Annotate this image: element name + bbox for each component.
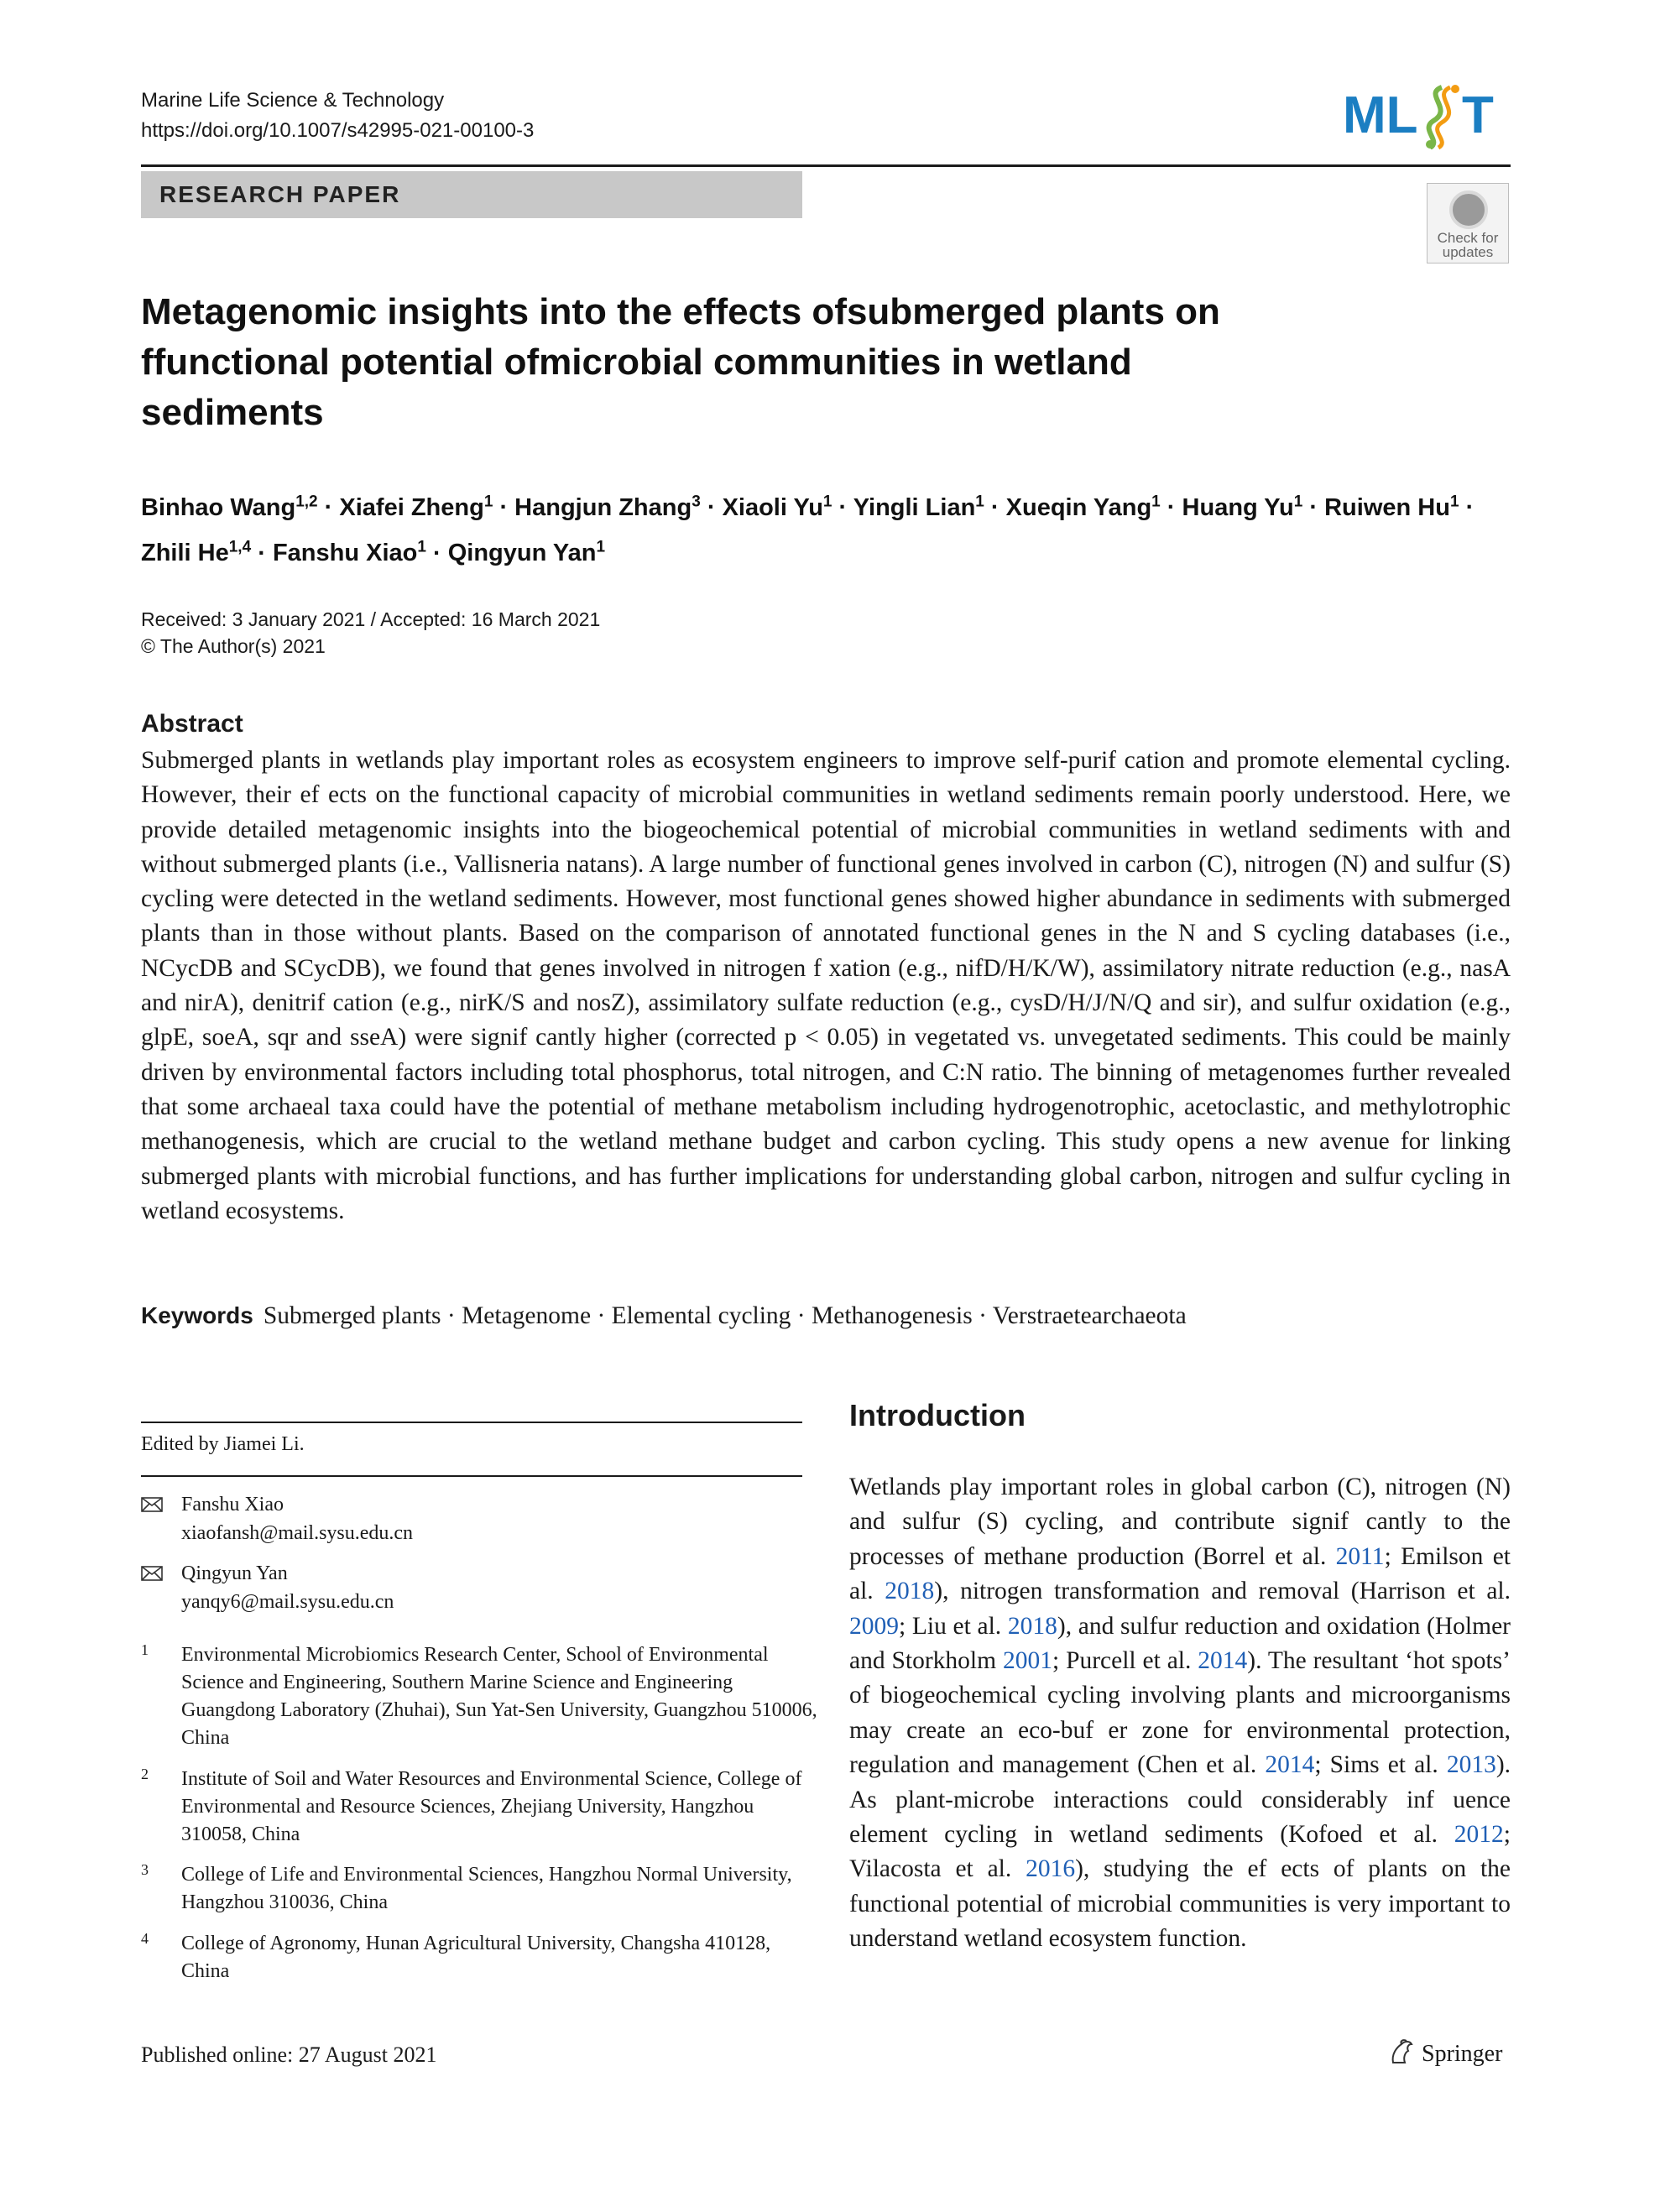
citation-link[interactable]: 2016 <box>1026 1855 1076 1883</box>
check-updates-label: Check for updates <box>1437 230 1499 260</box>
svg-text:T: T <box>1462 86 1494 144</box>
author[interactable]: Xiaoli Yu$^1$ <box>722 493 832 521</box>
paper-type-label: RESEARCH PAPER <box>159 181 401 207</box>
publisher-name: Springer <box>1422 2041 1503 2067</box>
keywords-list: Submerged plants · Metagenome · Elemental cycling · Methanogenesis · Verstraetearchaeota <box>263 1302 1187 1329</box>
affiliation-text: College of Life and Environmental Sciences, Hangzhou Normal University, Hangzhou 310036, China <box>181 1864 792 1913</box>
abstract-heading: Abstract <box>141 710 243 738</box>
author[interactable]: Xueqin Yang$^1$ <box>1005 493 1161 521</box>
citation-link[interactable]: 2014 <box>1198 1647 1248 1675</box>
svg-text:ML: ML <box>1343 86 1418 144</box>
copyright: © The Author(s) 2021 <box>141 635 326 657</box>
author[interactable]: Fanshu Xiao$^1$ <box>272 538 426 567</box>
author[interactable]: Huang Yu$^1$ <box>1182 493 1303 521</box>
header-rule <box>141 164 1511 167</box>
author[interactable]: Binhao Wang$^{1,2}$ <box>141 493 318 521</box>
contact-name: Fanshu Xiao <box>181 1494 284 1516</box>
citation-link[interactable]: 2011 <box>1335 1542 1385 1570</box>
author[interactable]: Ruiwen Hu$^1$ <box>1324 493 1459 521</box>
author[interactable]: Qingyun Yan$^1$ <box>447 538 606 567</box>
citation-link[interactable]: 2018 <box>1007 1612 1057 1640</box>
check-for-updates-badge[interactable] <box>1427 183 1509 263</box>
affiliation-number: 2 <box>141 1766 149 1782</box>
envelope-icon <box>141 1566 163 1581</box>
received-accepted-dates: Received: 3 January 2021 / Accepted: 16 March 2021 <box>141 608 601 630</box>
citation-link[interactable]: 2009 <box>849 1612 899 1640</box>
citation-link[interactable]: 2014 <box>1265 1751 1315 1779</box>
keywords-heading: Keywords <box>141 1302 253 1328</box>
author[interactable]: Hangjun Zhang$^3$ <box>514 493 701 521</box>
citation-link[interactable]: 2012 <box>1454 1821 1504 1849</box>
affiliation-text: College of Agronomy, Hunan Agricultural University, Changsha 410128, China <box>181 1933 771 1982</box>
doi-link[interactable]: https://doi.org/10.1007/s42995-021-00100-3 <box>141 119 535 142</box>
footnote-rule <box>141 1475 802 1477</box>
edited-by: Edited by Jiamei Li. <box>141 1433 305 1455</box>
contact-email[interactable]: xiaofansh@mail.sysu.edu.cn <box>181 1522 414 1544</box>
author[interactable]: Zhili He$^{1,4}$ <box>141 538 252 567</box>
citation-link[interactable]: 2001 <box>1002 1647 1052 1675</box>
author-list: Binhao Wang$^{1,2}$ · Xiafei Zheng$^1$ · Hangjun Zhang$^3$ · Xiaoli $Yu^1$ · Yingli Lian$^1$ · Xueqin Yang$^1$ · Huang $Yu^1$ · Ruiwen $Hu^1$ · Zhili He$^{1,4}$ · Fanshu Xiao$^1$ · Qingyun Yan$^1$ <box>141 493 1474 567</box>
introduction-heading: Introduction <box>849 1398 1026 1432</box>
affiliation-number: 3 <box>141 1861 149 1878</box>
contact-name: Qingyun Yan <box>181 1562 288 1584</box>
check-updates-icon <box>1449 190 1488 229</box>
journal-name: Marine Life Science & Technology <box>141 89 445 112</box>
citation-link[interactable]: 2013 <box>1446 1751 1496 1779</box>
publisher-logo <box>1388 2037 1502 2068</box>
affiliation-text: Environmental Microbiomics Research Center, School of Environmental Science and Engineering, Southern Marine Science and Engineering Guangdong Laboratory (Zhuhai), Sun Yat-Sen University, Guangzhou 510006, China <box>181 1644 817 1749</box>
journal-logo <box>1343 77 1511 149</box>
springer-horse-icon <box>1388 2037 1415 2066</box>
affiliation-number: 1 <box>141 1641 149 1658</box>
affiliation-number: 4 <box>141 1930 149 1947</box>
keywords <box>141 1299 1511 1333</box>
mlst-logo-icon <box>1343 77 1511 149</box>
published-online: Published online: 27 August 2021 <box>141 2042 437 2067</box>
abstract-text: Submerged plants in wetlands play important roles as ecosystem engineers to improve self-purif cation and promote elemental cycling. However, their ef ects on the functional capacity of microbial communities in wetland sediments remain poorly understood. Here, we provide detailed metagenomic insights into the biogeochemical potential of microbial communities in wetland sediments with and without submerged plants (i.e., Vallisneria natans). A large number of functional genes involved in carbon (C), nitrogen (N) and sulfur (S) cycling were detected in the wetland sediments. However, most functional genes showed higher abundance in sediments with submerged plants than in those without plants. Based on the comparison of annotated functional genes in the N and S cycling databases (i.e., NCycDB and SCycDB), we found that genes involved in nitrogen f xation (e.g., nifD/H/K/W), assimilatory nitrate reduction (e.g., nasA and nirA), denitrif cation (e.g., nirK/S and nosZ), assimilatory sulfate reduction (e.g., cysD/H/J/N/Q and sir), and sulfur oxidation (e.g., glpE, soeA, sqr and sseA) were signif cantly higher (corrected p < 0.05) in vegetated vs. unvegetated sediments. This could be mainly driven by environmental factors including total phosphorus, total nitrogen, and C:N ratio. The binning of metagenomes further revealed that some archaeal taxa could have the potential of methane metabolism including hydrogenotrophic, acetoclastic, and methylotrophic methanogenesis, which are crucial to the wetland methane budget and carbon cycling. This study opens a new avenue for linking submerged plants with microbial functions, and has further implications for understanding global carbon, nitrogen and sulfur cycling in wetland ecosystems. <box>141 747 1511 1224</box>
footnote-rule-top <box>141 1422 802 1423</box>
contact-email[interactable]: yanqy6@mail.sysu.edu.cn <box>181 1591 394 1613</box>
author[interactable]: Yingli Lian$^1$ <box>853 493 984 521</box>
author[interactable]: Xiafei Zheng$^1$ <box>339 493 493 521</box>
envelope-icon <box>141 1497 163 1512</box>
introduction-text: Wetlands play important roles in global carbon (C), nitrogen (N) and sulfur (S) cycling, and contribute signif cantly to the processes of methane production (Borrel et al. 2011; Emilson et al. 2018), nitrogen transformation and removal (Harrison et al. 2009; Liu et al. 2018), and sulfur reduction and oxidation (Holmer and Storkholm 2001; Purcell et al. 2014). The resultant ‘hot spots’ of biogeochemical cycling involving plants and microorganisms may create an eco-buf er zone for environmental protection, regulation and management (Chen et al. 2014; Sims et al. 2013). As plant-microbe interactions could considerably inf uence element cycling in wetland sediments (Kofoed et al. 2012; Vilacosta et al. 2016), studying the ef ects of plants on the functional potential of microbial communities is very important to understand wetland ecosystem function. <box>849 1474 1511 1953</box>
affiliation-text: Institute of Soil and Water Resources and Environmental Science, College of Environmental and Resource Sciences, Zhejiang University, Hangzhou 310058, China <box>181 1768 802 1845</box>
article-title: Metagenomic insights into the effects ofsubmerged plants on ffunctional potential ofmicrobial communities in wetland sediments <box>141 291 1220 433</box>
citation-link[interactable]: 2018 <box>885 1578 935 1605</box>
